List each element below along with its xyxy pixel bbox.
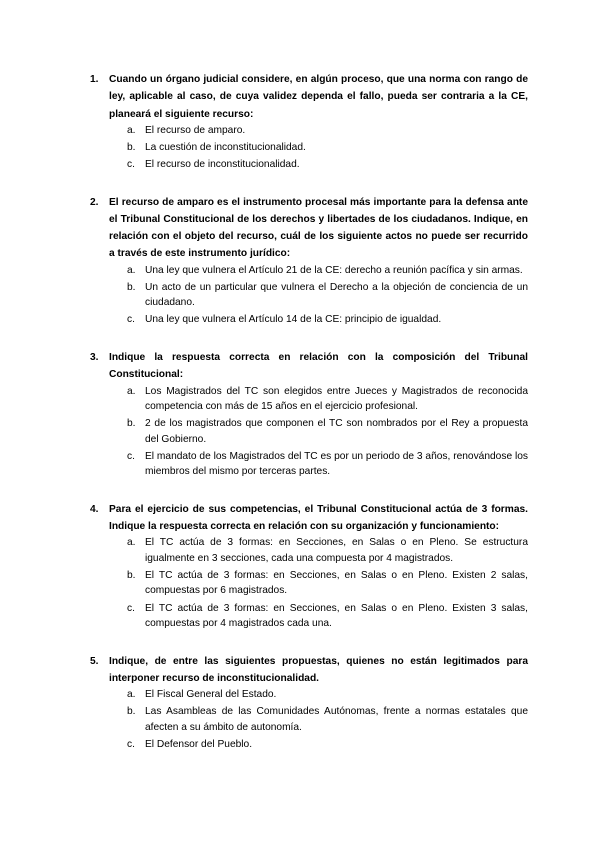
option-a — [109, 384, 528, 415]
option-letter: a. — [127, 689, 136, 701]
option-b — [109, 704, 528, 735]
option-text: Una ley que vulnera el Artículo 21 de la CE: derecho a reunión pacífica y sin armas. — [145, 264, 523, 276]
option-b — [109, 568, 528, 599]
option-text: El Fiscal General del Estado. — [145, 689, 277, 701]
option-text: Una ley que vulnera el Artículo 14 de la CE: principio de igualdad. — [145, 314, 442, 326]
option-a — [109, 263, 528, 279]
option-letter: b. — [127, 569, 136, 581]
option-letter: c. — [127, 450, 135, 462]
option-c — [109, 157, 528, 173]
question-4 — [82, 501, 528, 632]
question-text: Cuando un órgano judicial considere, en algún proceso, que una norma con rango de ley, aplicable al caso, de cuya validez dependa el fallo, pueda ser contraria a la CE, planeará el siguiente recurso: — [109, 74, 528, 120]
question-text: El recurso de amparo es el instrumento procesal más importante para la defensa ante el Tribunal Constitucional de los derechos y libertades de los ciudadanos. Indique, en relación con el objeto del recurso, cuál de los siguiente actos no puede ser recurrido a través de este instrumento jurídico: — [109, 196, 528, 260]
option-a — [109, 535, 528, 566]
option-text: El TC actúa de 3 formas: en Secciones, en Salas o en Pleno. Existen 3 salas, compuestas por 4 magistrados cada una. — [145, 602, 528, 630]
option-list — [109, 123, 528, 173]
option-a — [109, 123, 528, 139]
question-text: Indique, de entre las siguientes propuestas, quienes no están legitimados para interponer recurso de inconstitucionalidad. — [109, 655, 528, 684]
question-number: 2. — [90, 196, 99, 208]
option-list — [109, 535, 528, 631]
option-letter: c. — [127, 602, 135, 614]
question-number: 3. — [90, 351, 99, 363]
option-letter: b. — [127, 141, 136, 153]
option-letter: a. — [127, 264, 136, 276]
question-1 — [82, 71, 528, 173]
option-letter: c. — [127, 738, 135, 750]
option-letter: b. — [127, 706, 136, 718]
option-letter: b. — [127, 281, 136, 293]
question-2 — [82, 194, 528, 328]
option-text: El mandato de los Magistrados del TC es por un periodo de 3 años, renovándose los miembros del mismo por terceras partes. — [145, 450, 528, 478]
option-text: El recurso de inconstitucionalidad. — [145, 159, 300, 171]
option-a — [109, 687, 528, 703]
option-letter: a. — [127, 385, 136, 397]
option-letter: a. — [127, 537, 136, 549]
option-c — [109, 737, 528, 753]
question-text: Para el ejercicio de sus competencias, el Tribunal Constitucional actúa de 3 formas. Indique la respuesta correcta en relación con su organización y funcionamiento: — [109, 503, 528, 533]
option-text: Los Magistrados del TC son elegidos entre Jueces y Magistrados de reconocida competencia con más de 15 años en el ejercicio profesional. — [145, 385, 528, 413]
question-3 — [82, 349, 528, 480]
option-b — [109, 416, 528, 447]
option-letter: c. — [127, 314, 135, 326]
option-b — [109, 140, 528, 156]
question-number: 4. — [90, 503, 99, 515]
question-list — [82, 71, 528, 773]
option-text: El recurso de amparo. — [145, 124, 246, 136]
option-letter: a. — [127, 124, 136, 136]
option-c — [109, 312, 528, 328]
option-list — [109, 687, 528, 752]
option-c — [109, 449, 528, 480]
option-text: El TC actúa de 3 formas: en Secciones, en Salas o en Pleno. Existen 2 salas, compuestas por 6 magistrados. — [145, 569, 528, 597]
option-text: 2 de los magistrados que componen el TC son nombrados por el Rey a propuesta del Gobierno. — [145, 418, 528, 445]
question-5 — [82, 653, 528, 753]
question-number: 5. — [90, 655, 99, 667]
option-list — [109, 384, 528, 480]
option-text: El Defensor del Pueblo. — [145, 738, 253, 750]
option-letter: b. — [127, 418, 136, 430]
option-text: El TC actúa de 3 formas: en Secciones, en Salas o en Pleno. Se estructura igualmente en 3 secciones, cada una compuesta por 4 magistrados. — [145, 537, 528, 564]
option-text: Un acto de un particular que vulnera el Derecho a la objeción de conciencia de un ciudadano. — [145, 281, 528, 309]
question-number: 1. — [90, 74, 99, 85]
option-text: Las Asambleas de las Comunidades Autónomas, frente a normas estatales que afecten a su ámbito de autonomía. — [145, 706, 528, 733]
option-c — [109, 601, 528, 632]
option-letter: c. — [127, 159, 135, 171]
question-text: Indique la respuesta correcta en relación con la composición del Tribunal Constitucional: — [109, 351, 528, 381]
option-text: La cuestión de inconstitucionalidad. — [145, 141, 306, 153]
option-b — [109, 280, 528, 311]
option-list — [109, 263, 528, 328]
